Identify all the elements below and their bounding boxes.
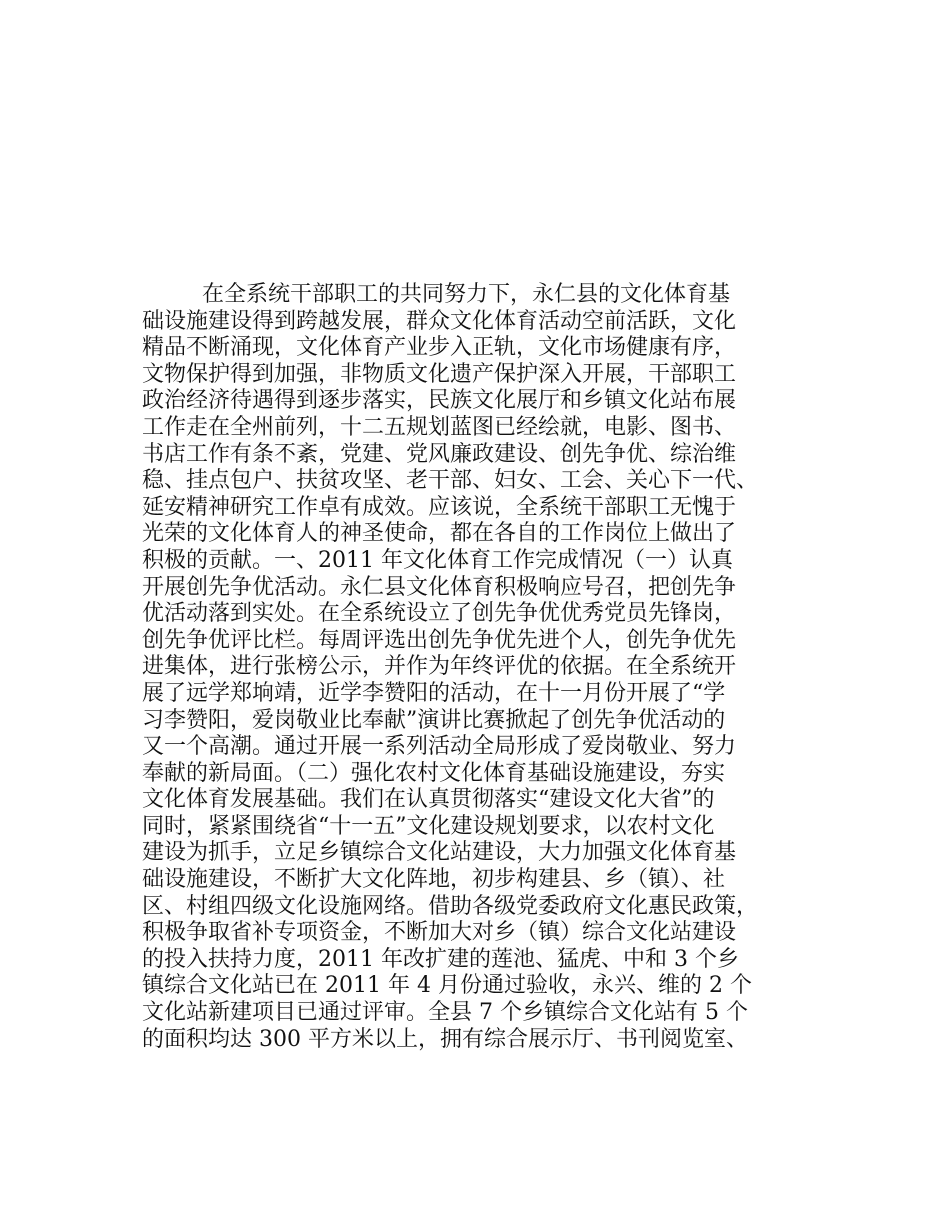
text-line: 精品不断涌现，文化体育产业步入正轨，文化市场健康有序， bbox=[142, 335, 737, 361]
body-text bbox=[142, 282, 842, 1053]
text-line: 文化体育发展基础。我们在认真贯彻落实“建设文化大省”的 bbox=[142, 787, 715, 813]
text-line: 优活动落到实处。在全系统设立了创先争优优秀党员先锋岗， bbox=[142, 601, 737, 627]
text-line: 习李赞阳，爱岗敬业比奉献”演讲比赛掀起了创先争优活动的 bbox=[142, 707, 726, 733]
text-line: 积极争取省补专项资金，不断加大对乡（镇）综合文化站建设 bbox=[142, 920, 737, 946]
text-line: 建设为抓手，立足乡镇综合文化站建设，大力加强文化体育基 bbox=[142, 840, 737, 866]
text-line: 光荣的文化体育人的神圣使命，都在各自的工作岗位上做出了 bbox=[142, 521, 737, 547]
text-line: 在全系统干部职工的共同努力下，永仁县的文化体育基 bbox=[202, 282, 731, 307]
text-line: 创先争优评比栏。每周评选出创先争优先进个人，创先争优先 bbox=[142, 627, 737, 653]
text-line: 政治经济待遇得到逐步落实，民族文化展厅和乡镇文化站布展 bbox=[142, 388, 737, 414]
text-line: 又一个高潮。通过开展一系列活动全局形成了爱岗敬业、努力 bbox=[142, 734, 737, 760]
text-line: 延安精神研究工作卓有成效。应该说，全系统干部职工无愧于 bbox=[142, 494, 737, 520]
text-line: 区、村组四级文化设施网络。借助各级党委政府文化惠民政策， bbox=[142, 893, 759, 919]
text-line: 础设施建设得到跨越发展，群众文化体育活动空前活跃，文化 bbox=[142, 308, 737, 334]
text-line: 奉献的新局面。（二）强化农村文化体育基础设施建设，夯实 bbox=[142, 760, 726, 786]
text-line: 书店工作有条不紊，党建、党风廉政建设、创先争优、综治维 bbox=[142, 441, 737, 467]
text-line: 开展创先争优活动。永仁县文化体育积极响应号召，把创先争 bbox=[142, 574, 737, 600]
text-line: 础设施建设，不断扩大文化阵地，初步构建县、乡（镇）、社 bbox=[142, 867, 726, 893]
text-line: 的投入扶持力度，2011 年改扩建的莲池、猛虎、中和 3 个乡 bbox=[142, 946, 739, 972]
text-line: 积极的贡献。一、2011 年文化体育工作完成情况（一）认真 bbox=[142, 547, 733, 573]
text-line: 镇综合文化站已在 2011 年 4 月份通过验收，永兴、维的 2 个 bbox=[142, 973, 752, 999]
text-line: 的面积均达 300 平方米以上，拥有综合展示厅、书刊阅览室、 bbox=[142, 1026, 748, 1052]
text-line: 文物保护得到加强，非物质文化遗产保护深入开展，干部职工 bbox=[142, 361, 737, 387]
text-line: 文化站新建项目已通过评审。全县 7 个乡镇综合文化站有 5 个 bbox=[142, 1000, 748, 1026]
text-line: 展了远学郑垧靖，近学李赞阳的活动，在十一月份开展了“学 bbox=[142, 680, 726, 706]
text-line: 进集体，进行张榜公示，并作为年终评优的依据。在全系统开 bbox=[142, 654, 737, 680]
text-line: 稳、挂点包户、扶贫攻坚、老干部、妇女、工会、关心下一代、 bbox=[142, 468, 759, 494]
text-line: 同时，紧紧围绕省“十一五”文化建设规划要求，以农村文化 bbox=[142, 813, 715, 839]
text-line: 工作走在全州前列，十二五规划蓝图已经绘就，电影、图书、 bbox=[142, 414, 737, 440]
